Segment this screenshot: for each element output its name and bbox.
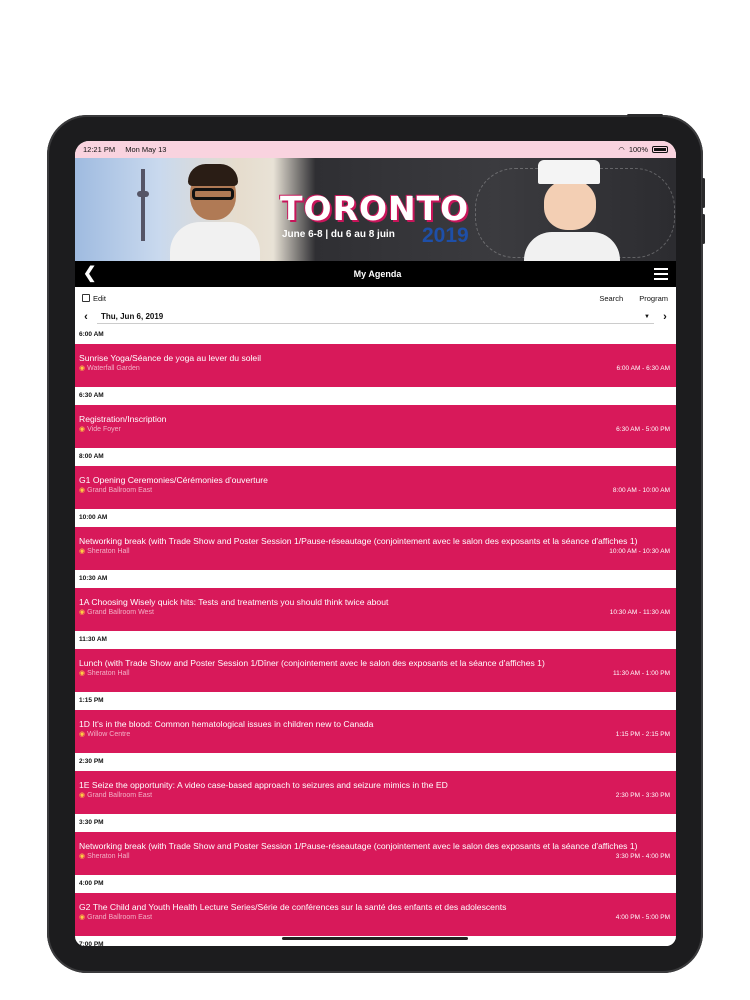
session-time: 3:30 PM - 4:00 PM bbox=[615, 853, 670, 860]
edit-label: Edit bbox=[93, 293, 106, 303]
session-item[interactable] bbox=[75, 527, 676, 570]
battery-percent: 100% bbox=[628, 145, 648, 154]
session-location: Grand Ballroom West bbox=[87, 609, 154, 616]
location-pin-icon: ◉ bbox=[79, 914, 86, 921]
session-title: G1 Opening Ceremonies/Cérémonies d'ouverture bbox=[79, 475, 268, 485]
time-header: 1:15 PM bbox=[75, 694, 676, 708]
time-header: 10:30 AM bbox=[75, 572, 676, 586]
volume-down-button bbox=[702, 214, 705, 244]
edit-button[interactable] bbox=[82, 294, 106, 303]
date-selector-row bbox=[75, 309, 676, 325]
time-header: 2:30 PM bbox=[75, 755, 676, 769]
time-header: 7:00 PM bbox=[75, 938, 676, 946]
session-location: Grand Ballroom East bbox=[87, 792, 153, 799]
location-pin-icon: ◉ bbox=[79, 792, 86, 799]
session-title: 1A Choosing Wisely quick hits: Tests and treatments you should think twice about bbox=[79, 597, 389, 607]
session-item[interactable] bbox=[75, 405, 676, 448]
wifi-icon: ◠ bbox=[618, 145, 625, 154]
session-location: Willow Centre bbox=[87, 731, 131, 738]
next-day-chevron-icon[interactable]: › bbox=[663, 311, 667, 323]
location-pin-icon: ◉ bbox=[79, 426, 86, 433]
session-item[interactable] bbox=[75, 893, 676, 936]
session-location: Sheraton Hall bbox=[87, 548, 130, 555]
location-pin-icon: ◉ bbox=[79, 365, 86, 372]
page-title: My Agenda bbox=[353, 269, 402, 279]
banner-child-left-image bbox=[170, 164, 260, 261]
previous-day-chevron-icon[interactable]: ‹ bbox=[84, 311, 88, 323]
top-button bbox=[627, 114, 663, 117]
session-time: 6:30 AM - 5:00 PM bbox=[616, 426, 670, 433]
time-header: 3:30 PM bbox=[75, 816, 676, 830]
time-header: 11:30 AM bbox=[75, 633, 676, 647]
session-time: 6:00 AM - 6:30 AM bbox=[616, 365, 670, 372]
back-chevron-icon[interactable]: ❮ bbox=[83, 265, 97, 282]
edit-icon bbox=[82, 294, 90, 302]
time-header: 4:00 PM bbox=[75, 877, 676, 891]
dropdown-caret-icon: ▼ bbox=[644, 313, 650, 320]
session-title: Networking break (with Trade Show and Poster Session 1/Pause-réseautage (conjointement avec le salon des exposants et la séance d'affiches 1) bbox=[79, 536, 638, 546]
session-location: Sheraton Hall bbox=[87, 670, 130, 677]
navigation-bar bbox=[75, 261, 676, 287]
session-location: Waterfall Garden bbox=[87, 365, 140, 372]
time-header: 6:00 AM bbox=[75, 328, 676, 342]
session-item[interactable] bbox=[75, 832, 676, 875]
session-title: Networking break (with Trade Show and Poster Session 1/Pause-réseautage (conjointement avec le salon des exposants et la séance d'affiches 1) bbox=[79, 841, 638, 851]
location-pin-icon: ◉ bbox=[79, 548, 86, 555]
session-location: Grand Ballroom East bbox=[87, 487, 153, 494]
program-link[interactable]: Program bbox=[639, 293, 668, 303]
selected-date: Thu, Jun 6, 2019 bbox=[101, 312, 164, 321]
session-time: 4:00 PM - 5:00 PM bbox=[615, 914, 670, 921]
session-location: Vide Foyer bbox=[87, 426, 121, 433]
cn-tower-image bbox=[141, 169, 145, 241]
location-pin-icon: ◉ bbox=[79, 609, 86, 616]
session-item[interactable] bbox=[75, 710, 676, 753]
location-pin-icon: ◉ bbox=[79, 670, 86, 677]
time-header: 8:00 AM bbox=[75, 450, 676, 464]
banner-dates: June 6-8 | du 6 au 8 juin bbox=[282, 229, 395, 240]
date-dropdown[interactable] bbox=[97, 310, 654, 324]
screen bbox=[75, 141, 676, 946]
time-header: 6:30 AM bbox=[75, 389, 676, 403]
location-pin-icon: ◉ bbox=[79, 853, 86, 860]
session-time: 1:15 PM - 2:15 PM bbox=[615, 731, 670, 738]
session-title: Registration/Inscription bbox=[79, 414, 167, 424]
session-title: 1E Seize the opportunity: A video case-based approach to seizures and seizure mimics in the ED bbox=[79, 780, 448, 790]
status-date: Mon May 13 bbox=[125, 145, 167, 154]
session-time: 10:00 AM - 10:30 AM bbox=[609, 548, 670, 555]
banner-child-right-image bbox=[520, 160, 630, 261]
session-item[interactable] bbox=[75, 649, 676, 692]
session-title: Sunrise Yoga/Séance de yoga au lever du soleil bbox=[79, 353, 262, 363]
agenda-toolbar bbox=[75, 287, 676, 309]
session-item[interactable] bbox=[75, 771, 676, 814]
status-bar bbox=[75, 141, 676, 158]
banner-year: 2019 bbox=[422, 224, 469, 247]
session-time: 2:30 PM - 3:30 PM bbox=[615, 792, 670, 799]
banner-title-block bbox=[280, 190, 485, 258]
session-item[interactable] bbox=[75, 344, 676, 387]
location-pin-icon: ◉ bbox=[79, 731, 86, 738]
session-time: 10:30 AM - 11:30 AM bbox=[609, 609, 670, 616]
session-location: Sheraton Hall bbox=[87, 853, 130, 860]
banner-title: TORONTO bbox=[280, 189, 470, 228]
hamburger-menu-icon[interactable] bbox=[654, 268, 668, 280]
agenda-list bbox=[75, 325, 676, 946]
session-location: Grand Ballroom East bbox=[87, 914, 153, 921]
home-indicator[interactable] bbox=[282, 937, 468, 940]
time-header: 10:00 AM bbox=[75, 511, 676, 525]
session-title: G2 The Child and Youth Health Lecture Series/Série de conférences sur la santé des enfants et des adolescents bbox=[79, 902, 507, 912]
session-title: Lunch (with Trade Show and Poster Session 1/Dîner (conjointement avec le salon des exposants et la séance d'affiches 1) bbox=[79, 658, 545, 668]
session-time: 11:30 AM - 1:00 PM bbox=[613, 670, 670, 677]
session-item[interactable] bbox=[75, 466, 676, 509]
status-time: 12:21 PM bbox=[83, 145, 116, 154]
search-link[interactable]: Search bbox=[599, 293, 624, 303]
session-item[interactable] bbox=[75, 588, 676, 631]
battery-icon bbox=[652, 146, 668, 153]
volume-up-button bbox=[702, 178, 705, 208]
session-time: 8:00 AM - 10:00 AM bbox=[612, 487, 670, 494]
conference-banner bbox=[75, 158, 676, 261]
location-pin-icon: ◉ bbox=[79, 487, 86, 494]
session-title: 1D It's in the blood: Common hematological issues in children new to Canada bbox=[79, 719, 374, 729]
